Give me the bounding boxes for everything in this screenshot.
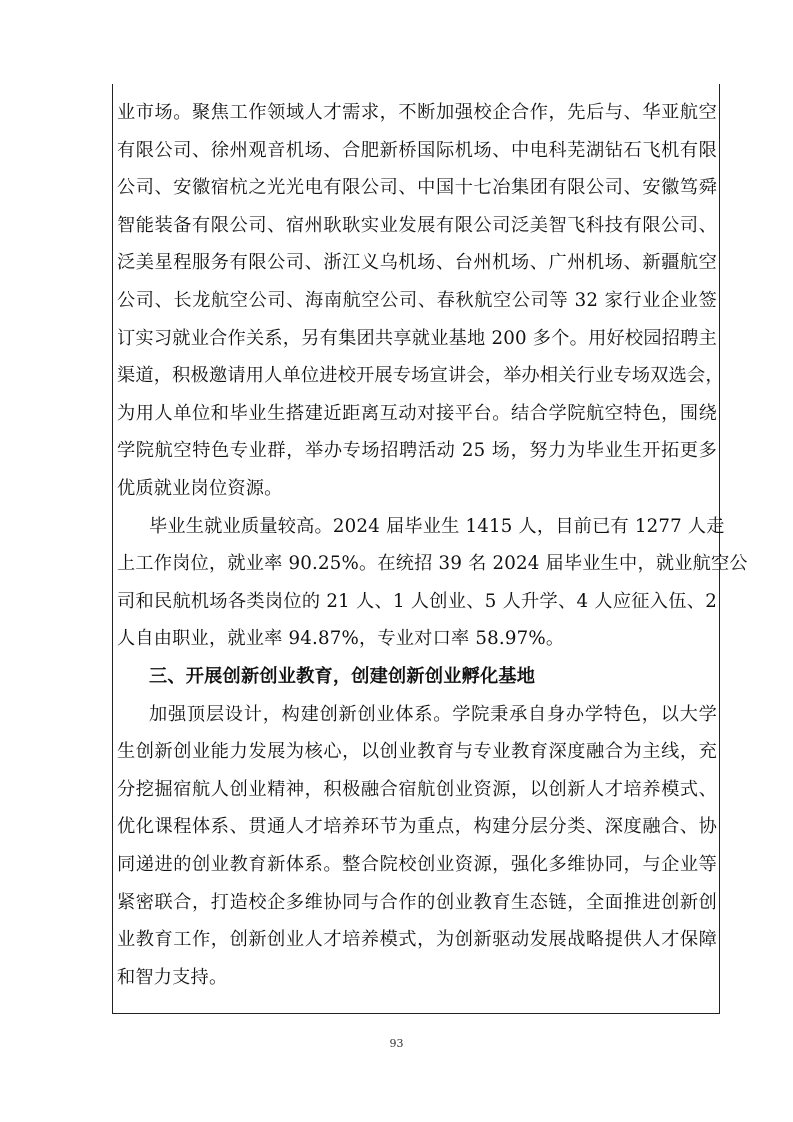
body-line: 订实习就业合作关系，另有集团共享就业基地 200 多个。用好校园招聘主 <box>117 327 717 349</box>
body-line: 学院航空特色专业群，举办专场招聘活动 25 场，努力为毕业生开拓更多 <box>117 440 717 462</box>
body-line: 同递进的创业教育新体系。整合院校创业资源，强化多维协同，与企业等 <box>117 854 717 875</box>
body-line: 生创新创业能力发展为核心，以创业教育与专业教育深度融合为主线，充 <box>117 741 717 763</box>
body-line: 和智力支持。 <box>117 966 228 988</box>
body-line: 上工作岗位，就业率 90.25%。在统招 39 名 2024 届毕业生中，就业航空公 <box>117 553 748 575</box>
section-heading: 三、开展创新创业教育，创建创新创业孵化基地 <box>149 666 536 687</box>
body-line: 人自由职业，就业率 94.87%，专业对口率 58.97%。 <box>117 628 565 650</box>
paragraph-first-line: 毕业生就业质量较高。2024 届毕业生 1415 人，目前已有 1277 人走 <box>149 515 725 537</box>
body-line: 为用人单位和毕业生搭建近距离互动对接平台。结合学院航空特色，围绕 <box>117 402 717 424</box>
page-number: 93 <box>389 1037 404 1050</box>
body-line: 渠道，积极邀请用人单位进校开展专场宣讲会，举办相关行业专场双选会， <box>117 365 724 387</box>
body-line: 有限公司、徐州观音机场、合肥新桥国际机场、中电科芜湖钻石飞机有限 <box>117 139 717 161</box>
body-line: 优质就业岗位资源。 <box>117 478 283 499</box>
body-line: 司和民航机场各类岗位的 21 人、1 人创业、5 人升学、4 人应征入伍、2 <box>117 590 717 612</box>
body-line: 公司、安徽宿杭之光光电有限公司、中国十七冶集团有限公司、安徽笃舜 <box>117 177 717 199</box>
body-line: 业教育工作，创新创业人才培养模式，为创新驱动发展战略提供人才保障 <box>117 929 717 951</box>
body-line: 紧密联合，打造校企多维协同与合作的创业教育生态链，全面推进创新创 <box>117 891 717 913</box>
body-line: 分挖掘宿航人创业精神，积极融合宿航创业资源，以创新人才培养模式、 <box>117 778 717 800</box>
paragraph-first-line: 加强顶层设计，构建创新创业体系。学院秉承自身办学特色，以大学 <box>149 703 717 725</box>
body-line: 泛美星程服务有限公司、浙江义乌机场、台州机场、广州机场、新疆航空 <box>117 252 717 274</box>
body-line: 业市场。聚焦工作领域人才需求，不断加强校企合作，先后与、华亚航空 <box>117 102 717 123</box>
body-line: 公司、长龙航空公司、海南航空公司、春秋航空公司等 32 家行业企业签 <box>117 290 717 311</box>
body-line: 优化课程体系、贯通人才培养环节为重点，构建分层分类、深度融合、协 <box>117 816 717 838</box>
body-line: 智能装备有限公司、宿州耿耿实业发展有限公司泛美智飞科技有限公司、 <box>117 214 717 236</box>
